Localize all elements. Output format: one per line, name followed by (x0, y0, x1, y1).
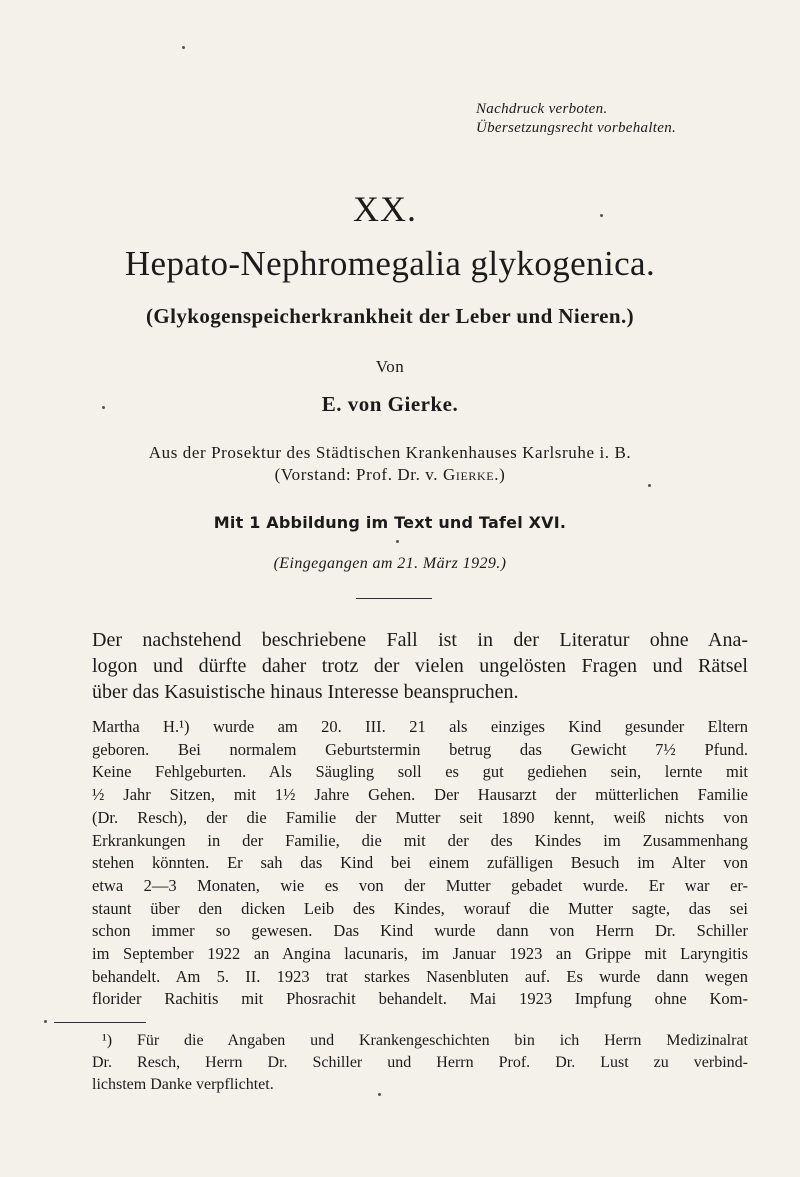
chapter-number: XX. (353, 189, 417, 229)
intro-line: logon und dürfte daher trotz der vielen ungelösten Fragen und Rätsel (92, 655, 748, 677)
print-speck (600, 214, 603, 217)
print-speck (648, 484, 651, 487)
print-speck (182, 46, 185, 49)
copyright-notice-line: Übersetzungsrecht vorbehalten. (476, 120, 677, 136)
byline: Von (375, 357, 405, 376)
body-line: Martha H.¹) wurde am 20. III. 21 als einziges Kind gesunder Eltern (92, 717, 748, 736)
footnote-line: Dr. Resch, Herrn Dr. Schiller und Herrn Prof. Dr. Lust zu verbind- (92, 1054, 748, 1071)
body-line: im September 1922 an Angina lacunaris, im Januar 1923 an Grippe mit Laryngitis (92, 944, 748, 964)
print-speck (396, 540, 399, 543)
body-line: geboren. Bei normalem Geburtstermin betrug das Gewicht 7½ Pfund. (92, 739, 748, 759)
intro-paragraph (92, 627, 748, 705)
intro-line: Der nachstehend beschriebene Fall ist in der Literatur ohne Ana- (92, 629, 748, 651)
body-line: behandelt. Am 5. II. 1923 trat starkes Nasenbluten auf. Es wurde dann wegen (92, 966, 748, 986)
article-subtitle: (Glykogenspeicherkrankheit der Leber und Nieren.) (145, 304, 635, 328)
footnote-line: lichstem Danke verpflichtet. (92, 1076, 274, 1093)
footnote-divider (54, 1022, 146, 1023)
affiliation-suffix: .) (494, 465, 506, 484)
affiliation (0, 442, 780, 486)
affiliation-head-name: Gierke (443, 465, 495, 484)
body-line: Keine Fehlgeburten. Als Säugling soll es gut gediehen sein, lernte mit (92, 762, 748, 782)
footnote-line: ¹) Für die Angaben und Krankengeschichten bin ich Herrn Medizinalrat (102, 1032, 748, 1049)
article-title: Hepato-Nephromegalia glykogenica. (124, 244, 656, 283)
body-line: schon immer so gewesen. Das Kind wurde dann von Herrn Dr. Schiller (92, 921, 748, 941)
body-line: staunt über den dicken Leib des Kindes, worauf die Mutter sagte, das sei (92, 898, 748, 918)
body-line: (Dr. Resch), der die Familie der Mutter seit 1890 kennt, weiß nichts von (92, 807, 748, 827)
footnote (92, 1030, 748, 1096)
illustration-note: Mit 1 Abbildung im Text und Tafel XVI. (213, 513, 567, 532)
body-line: etwa 2—3 Monaten, wie es von der Mutter gebadet wurde. Er war er- (92, 875, 748, 895)
author-name: E. von Gierke. (321, 392, 459, 416)
case-report-paragraph (92, 716, 748, 1011)
body-line: Erkrankungen in der Familie, die mit der des Kindes im Zusammenhang (92, 830, 748, 850)
body-line: stehen könnten. Er sah das Kind bei einem zufälligen Besuch im Alter von (92, 853, 748, 873)
copyright-notice-line: Nachdruck verboten. (476, 101, 608, 117)
section-divider (356, 598, 432, 599)
print-speck (102, 406, 105, 409)
received-date: (Eingegangen am 21. März 1929.) (273, 555, 507, 572)
print-speck (378, 1093, 381, 1096)
copyright-notice (476, 100, 676, 138)
intro-line: über das Kasuistische hinaus Interesse beanspruchen. (92, 681, 519, 703)
affiliation-line: Aus der Prosektur des Städtischen Krankenhauses Karlsruhe i. B. (148, 443, 632, 462)
body-line: ½ Jahr Sitzen, mit 1½ Jahre Gehen. Der Hausarzt der mütterlichen Familie (92, 785, 748, 805)
print-speck (44, 1020, 47, 1023)
affiliation-line (0, 464, 780, 486)
body-line: florider Rachitis mit Phosrachit behandelt. Mai 1923 Impfung ohne Kom- (92, 989, 748, 1009)
affiliation-prefix: (Vorstand: Prof. Dr. v. (274, 465, 439, 484)
